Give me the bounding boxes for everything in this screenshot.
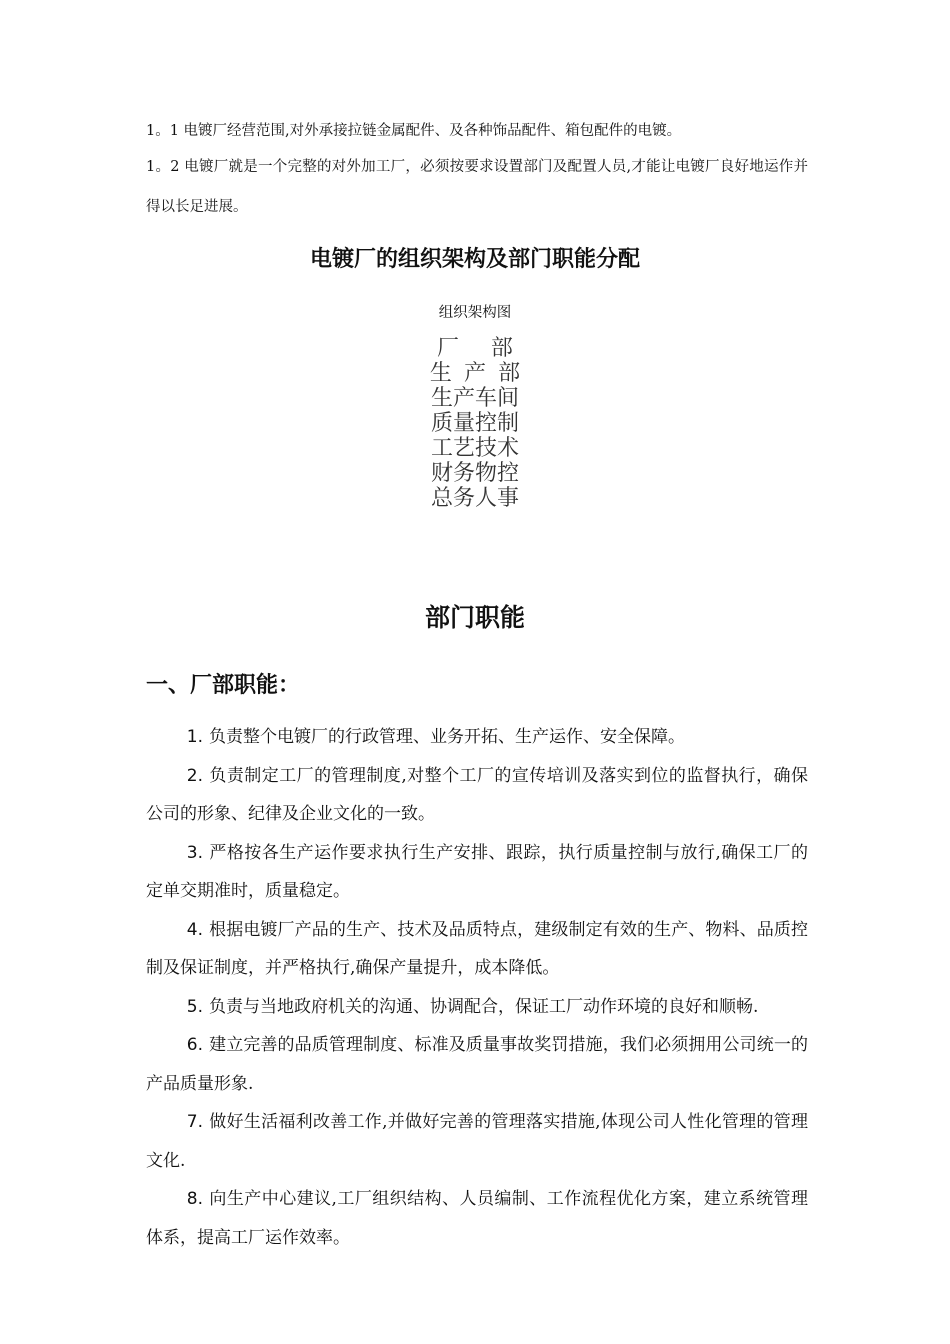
org-chart-caption: 组织架构图	[438, 305, 512, 321]
duty-item: 6. 建立完善的品质管理制度、标准及质量事故奖罚措施，我们必须拥用公司统一的产品质量形象.	[146, 1035, 808, 1094]
org-unit-admin-hr: 总务人事	[430, 486, 519, 511]
duty-item: 7. 做好生活福利改善工作,并做好完善的管理落实措施,体现公司人性化管理的管理文化.	[146, 1112, 808, 1171]
org-unit-quality: 质量控制	[430, 411, 519, 436]
duty-item: 1. 负责整个电镀厂的行政管理、业务开拓、生产运作、安全保障。	[186, 727, 685, 747]
factory-duties-list	[146, 718, 808, 1257]
org-chart	[0, 336, 950, 511]
duty-item: 4. 根据电镀厂产品的生产、技术及品质特点，建级制定有效的生产、物料、品质控制及保证制度，并严格执行,确保产量提升，成本降低。	[146, 919, 808, 978]
duty-item: 5. 负责与当地政府机关的沟通、协调配合，保证工厂动作环境的良好和顺畅.	[186, 996, 759, 1017]
org-unit-factory: 厂部	[437, 336, 545, 361]
section-title: 部门职能	[424, 603, 525, 632]
factory-duties-heading: 一、厂部职能：	[146, 673, 301, 698]
org-unit-workshop: 生产车间	[430, 386, 519, 411]
intro-paragraph-2: 1。2 电镀厂就是一个完整的对外加工厂，必须按要求设置部门及配置人员,才能让电镀厂良好地运作并得以长足进展。	[146, 159, 808, 215]
intro-paragraph-1: 1。1 电镀厂经营范围,对外承接拉链金属配件、及各种饰品配件、箱包配件的电镀。	[146, 123, 682, 139]
org-unit-finance: 财务物控	[430, 461, 519, 486]
duty-item: 2. 负责制定工厂的管理制度,对整个工厂的宣传培训及落实到位的监督执行，确保公司的形象、纪律及企业文化的一致。	[146, 765, 808, 824]
org-unit-production: 生产部	[429, 361, 533, 386]
document-title: 电镀厂的组织架构及部门职能分配	[309, 247, 640, 272]
duty-item: 8. 向生产中心建议,工厂组织结构、人员编制、工作流程优化方案，建立系统管理体系，提高工厂运作效率。	[146, 1189, 808, 1248]
duty-item: 3. 严格按各生产运作要求执行生产安排、跟踪，执行质量控制与放行,确保工厂的定单交期准时，质量稳定。	[146, 842, 808, 901]
org-unit-process: 工艺技术	[430, 436, 519, 461]
